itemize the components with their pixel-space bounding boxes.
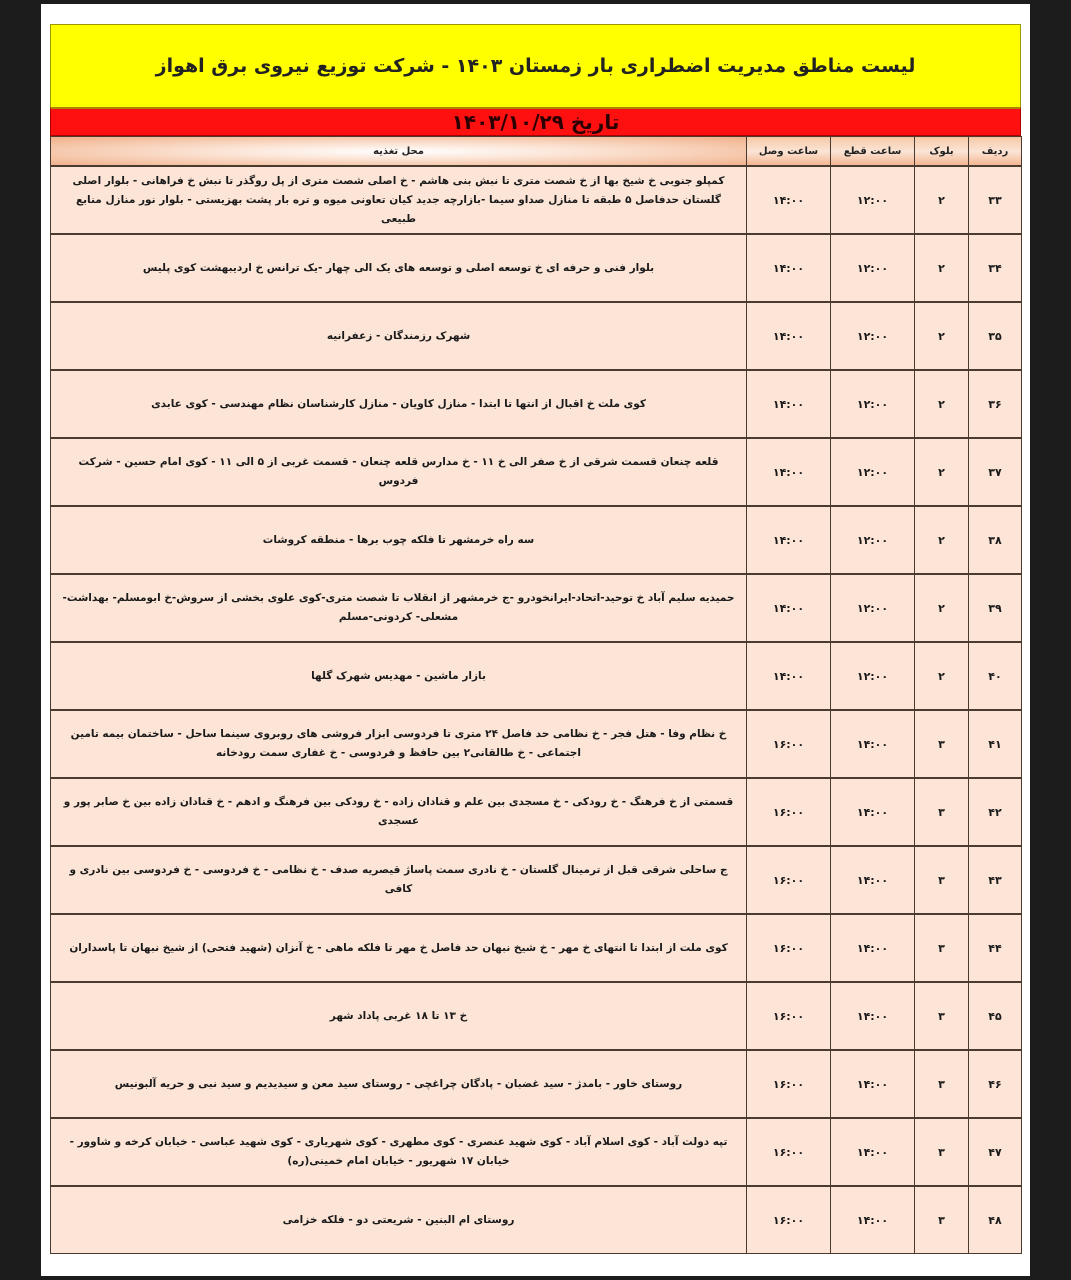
row-number: ۳۴ — [969, 234, 1022, 302]
connect-time: ۱۶:۰۰ — [747, 1186, 831, 1254]
row-number: ۴۷ — [969, 1118, 1022, 1186]
row-number: ۴۸ — [969, 1186, 1022, 1254]
block-number: ۲ — [915, 506, 969, 574]
connect-time: ۱۴:۰۰ — [747, 234, 831, 302]
location-text: خ نظام وفا - هتل فجر - خ نظامی حد فاصل ۲۴ متری تا فردوسی ابزار فروشی های روبروی سینما ساحل - ساختمان بیمه تامین اجتماعی - خ طالقانی۲ بین حافظ و فردوسی - خ غفاری سمت رودخانه — [51, 710, 747, 778]
connect-time: ۱۴:۰۰ — [747, 642, 831, 710]
location-text: تپه دولت آباد - کوی اسلام آباد - کوی شهید عنصری - کوی مطهری - کوی شهریاری - کوی شهید عباسی - خیابان کرخه و شاوور - خیابان ۱۷ شهریور - خیابان امام خمینی(ره) — [51, 1118, 747, 1186]
cut-time: ۱۴:۰۰ — [831, 778, 915, 846]
table-row — [51, 1050, 1022, 1118]
cut-time: ۱۲:۰۰ — [831, 166, 915, 234]
block-number: ۳ — [915, 1186, 969, 1254]
connect-time: ۱۶:۰۰ — [747, 846, 831, 914]
cut-time: ۱۲:۰۰ — [831, 370, 915, 438]
header-row-no: ردیف — [969, 137, 1022, 167]
cut-time: ۱۴:۰۰ — [831, 1186, 915, 1254]
header-connect-time: ساعت وصل — [747, 137, 831, 167]
table-row — [51, 1118, 1022, 1186]
connect-time: ۱۴:۰۰ — [747, 438, 831, 506]
row-number: ۴۵ — [969, 982, 1022, 1050]
table-row — [51, 234, 1022, 302]
table-row — [51, 302, 1022, 370]
document-date: تاریخ ۱۴۰۳/۱۰/۲۹ — [451, 110, 620, 134]
header-cut-time: ساعت قطع — [831, 137, 915, 167]
schedule-sheet — [50, 24, 1021, 1254]
location-text: قسمتی از خ فرهنگ - خ رودکی - خ مسجدی بین علم و قنادان زاده - خ رودکی بین فرهنگ و ادهم - خ قنادان زاده بین خ صابر پور و عسجدی — [51, 778, 747, 846]
title-banner — [50, 24, 1021, 107]
location-text: روستای ام البنین - شریعتی دو - فلکه خزامی — [51, 1186, 747, 1254]
location-text: کوی ملت از ابتدا تا انتهای خ مهر - خ شیخ نبهان حد فاصل خ مهر تا فلکه ماهی - خ آنزان (شهید فتحی) از شیخ نبهان تا پاسداران — [51, 914, 747, 982]
row-number: ۳۸ — [969, 506, 1022, 574]
connect-time: ۱۴:۰۰ — [747, 574, 831, 642]
connect-time: ۱۶:۰۰ — [747, 914, 831, 982]
cut-time: ۱۴:۰۰ — [831, 1050, 915, 1118]
cut-time: ۱۴:۰۰ — [831, 914, 915, 982]
location-text: بلوار فنی و حرفه ای خ توسعه اصلی و توسعه های یک الی چهار -یک ترانس خ اردیبهشت کوی پلیس — [51, 234, 747, 302]
table-row — [51, 574, 1022, 642]
block-number: ۳ — [915, 778, 969, 846]
location-text: کوی ملت خ اقبال از انتها تا ابتدا - منازل کاویان - منازل کارشناسان نظام مهندسی - کوی عابدی — [51, 370, 747, 438]
row-number: ۳۷ — [969, 438, 1022, 506]
block-number: ۲ — [915, 438, 969, 506]
block-number: ۳ — [915, 846, 969, 914]
block-number: ۲ — [915, 574, 969, 642]
row-number: ۴۴ — [969, 914, 1022, 982]
location-text: شهرک رزمندگان - زعفرانیه — [51, 302, 747, 370]
table-row — [51, 506, 1022, 574]
row-number: ۳۶ — [969, 370, 1022, 438]
outage-schedule-table — [50, 136, 1022, 1254]
cut-time: ۱۲:۰۰ — [831, 574, 915, 642]
connect-time: ۱۶:۰۰ — [747, 710, 831, 778]
connect-time: ۱۶:۰۰ — [747, 778, 831, 846]
table-row — [51, 982, 1022, 1050]
row-number: ۴۲ — [969, 778, 1022, 846]
cut-time: ۱۴:۰۰ — [831, 710, 915, 778]
cut-time: ۱۲:۰۰ — [831, 438, 915, 506]
document-title: لیست مناطق مدیریت اضطراری بار زمستان ۱۴۰۳ - شرکت توزیع نیروی برق اهواز — [155, 55, 916, 77]
row-number: ۳۹ — [969, 574, 1022, 642]
document-page — [41, 4, 1030, 1276]
cut-time: ۱۴:۰۰ — [831, 982, 915, 1050]
table-row — [51, 914, 1022, 982]
block-number: ۲ — [915, 642, 969, 710]
header-block: بلوک — [915, 137, 969, 167]
row-number: ۴۱ — [969, 710, 1022, 778]
cut-time: ۱۴:۰۰ — [831, 846, 915, 914]
block-number: ۲ — [915, 234, 969, 302]
table-row — [51, 438, 1022, 506]
cut-time: ۱۲:۰۰ — [831, 302, 915, 370]
connect-time: ۱۶:۰۰ — [747, 1050, 831, 1118]
block-number: ۲ — [915, 166, 969, 234]
table-row — [51, 1186, 1022, 1254]
block-number: ۳ — [915, 982, 969, 1050]
row-number: ۳۳ — [969, 166, 1022, 234]
table-row — [51, 710, 1022, 778]
table-row — [51, 642, 1022, 710]
connect-time: ۱۶:۰۰ — [747, 982, 831, 1050]
date-banner — [50, 107, 1021, 136]
block-number: ۲ — [915, 302, 969, 370]
table-row — [51, 166, 1022, 234]
row-number: ۴۳ — [969, 846, 1022, 914]
cut-time: ۱۲:۰۰ — [831, 234, 915, 302]
connect-time: ۱۶:۰۰ — [747, 1118, 831, 1186]
connect-time: ۱۴:۰۰ — [747, 506, 831, 574]
table-header-row — [51, 137, 1022, 167]
row-number: ۴۶ — [969, 1050, 1022, 1118]
block-number: ۳ — [915, 914, 969, 982]
block-number: ۲ — [915, 370, 969, 438]
connect-time: ۱۴:۰۰ — [747, 166, 831, 234]
block-number: ۳ — [915, 1118, 969, 1186]
row-number: ۳۵ — [969, 302, 1022, 370]
location-text: بازار ماشین - مهدیس شهرک گلها — [51, 642, 747, 710]
table-row — [51, 778, 1022, 846]
table-row — [51, 846, 1022, 914]
location-text: خ ۱۳ تا ۱۸ غربی پاداد شهر — [51, 982, 747, 1050]
location-text: کمپلو جنوبی خ شیخ بها از خ شصت متری تا نبش بنی هاشم - خ اصلی شصت متری از پل روگذر تا نبش خ فراهانی - بلوار اصلی گلستان حدفاصل ۵ طبقه تا منازل صداو سیما -بازارچه جدید کیان تعاونی میوه و تره بار پشت بهزیستی - بلوار نور منازل منابع طبیعی — [51, 166, 747, 234]
connect-time: ۱۴:۰۰ — [747, 302, 831, 370]
location-text: ج ساحلی شرقی قبل از ترمینال گلستان - خ نادری سمت پاساژ قیصریه صدف - خ نظامی - خ فردوسی - خ فردوسی بین نادری و کافی — [51, 846, 747, 914]
cut-time: ۱۲:۰۰ — [831, 506, 915, 574]
block-number: ۳ — [915, 710, 969, 778]
location-text: قلعه چنعان قسمت شرقی از خ صفر الی خ ۱۱ - خ مدارس قلعه چنعان - قسمت غربی از ۵ الی ۱۱ - کوی امام حسین - شرکت فردوس — [51, 438, 747, 506]
block-number: ۳ — [915, 1050, 969, 1118]
connect-time: ۱۴:۰۰ — [747, 370, 831, 438]
location-text: حمیدیه سلیم آباد خ توحید-اتحاد-ایرانخودرو -ج خرمشهر از انقلاب تا شصت متری-کوی علوی بخشی از سروش-خ ابومسلم- بهداشت- مشعلی- کردونی-مسلم — [51, 574, 747, 642]
location-text: سه راه خرمشهر تا فلکه چوب برها - منطقه کروشات — [51, 506, 747, 574]
location-text: روستای خاور - بامدژ - سید غضبان - پادگان چراغچی - روستای سید معن و سیدیدیم و سید نبی و حریه آلبونیس — [51, 1050, 747, 1118]
cut-time: ۱۲:۰۰ — [831, 642, 915, 710]
table-row — [51, 370, 1022, 438]
row-number: ۴۰ — [969, 642, 1022, 710]
header-location: محل تغذیه — [51, 137, 747, 167]
cut-time: ۱۴:۰۰ — [831, 1118, 915, 1186]
